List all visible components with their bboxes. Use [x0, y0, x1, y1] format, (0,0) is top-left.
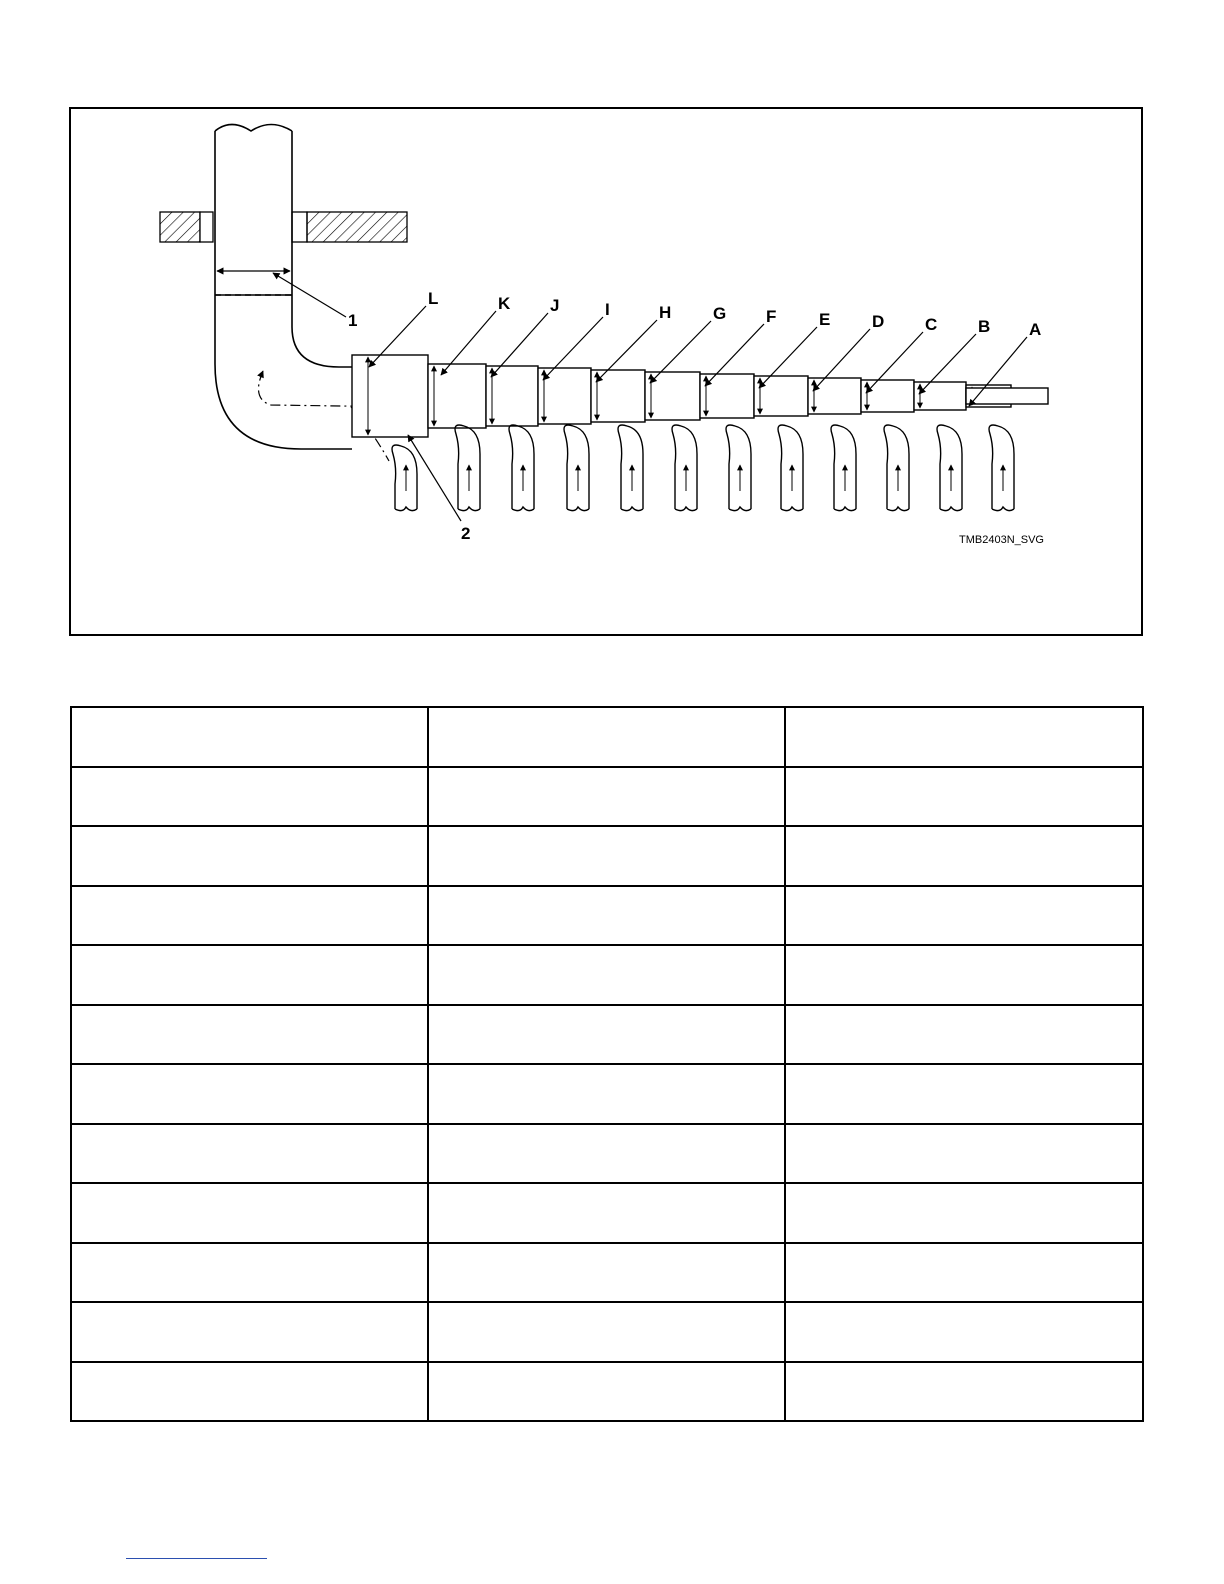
table-cell: [785, 1183, 1143, 1243]
branch-pipe: [509, 425, 534, 511]
table-cell: [428, 886, 785, 946]
table-row: [71, 1243, 1143, 1303]
callout-1: 1: [348, 311, 358, 330]
leader-line-2: [408, 435, 461, 521]
section-label-e: E: [819, 310, 831, 329]
table-cell: [71, 826, 428, 886]
callout-2: 2: [461, 524, 471, 543]
branch-pipe: [455, 425, 480, 511]
table-cell: [785, 767, 1143, 827]
header-section: [591, 370, 645, 422]
table-cell: [71, 1243, 428, 1303]
header-section: [861, 380, 914, 412]
branch-pipe: [778, 425, 803, 511]
table-row: [71, 945, 1143, 1005]
table-cell: [428, 1183, 785, 1243]
table-row: [71, 1362, 1143, 1422]
table-cell: [428, 945, 785, 1005]
branch-pipe: [392, 445, 417, 511]
table-cell: [71, 767, 428, 827]
table-cell: [71, 1302, 428, 1362]
branch-pipe: [937, 425, 962, 511]
header-section: [352, 355, 428, 437]
footer-link-underline[interactable]: [126, 1558, 267, 1559]
table-cell: [785, 1243, 1143, 1303]
manifold-diagram: [69, 107, 1143, 636]
data-table: [70, 706, 1144, 1422]
header-end-stub: [966, 388, 1048, 404]
section-label-j: J: [550, 296, 560, 315]
manifold-drawing: [71, 109, 1141, 634]
table-cell: [428, 707, 785, 767]
table-cell: [785, 707, 1143, 767]
riser-pipe: [215, 125, 352, 450]
table-cell: [428, 1302, 785, 1362]
table-cell: [428, 767, 785, 827]
section-label-c: C: [925, 315, 938, 334]
branch-pipe: [618, 425, 643, 511]
section-label-d: D: [872, 312, 885, 331]
table-cell: [71, 1005, 428, 1065]
table-cell: [428, 1362, 785, 1422]
figure-id-label: TMB2403N_SVG: [959, 534, 1044, 546]
table-row: [71, 707, 1143, 767]
table-row: [71, 1005, 1143, 1065]
branch-pipes: [392, 425, 1014, 511]
header-section: [486, 366, 538, 426]
table-cell: [71, 1064, 428, 1124]
section-label-b: B: [978, 317, 991, 336]
section-callouts: [428, 289, 1041, 339]
table-cell: [428, 1064, 785, 1124]
section-label-k: K: [498, 294, 511, 313]
table-cell: [785, 1005, 1143, 1065]
table-cell: [71, 886, 428, 946]
table-cell: [785, 945, 1143, 1005]
table-row: [71, 1064, 1143, 1124]
header-section: [754, 376, 808, 416]
table-row: [71, 767, 1143, 827]
floor-slab: [160, 212, 407, 242]
table-cell: [785, 1064, 1143, 1124]
table-cell: [71, 1124, 428, 1184]
branch-pipe: [672, 425, 697, 511]
table-cell: [785, 1124, 1143, 1184]
table-cell: [428, 1124, 785, 1184]
table-cell: [785, 886, 1143, 946]
table-cell: [71, 1362, 428, 1422]
table-row: [71, 1183, 1143, 1243]
table-cell: [71, 945, 428, 1005]
table-row: [71, 886, 1143, 946]
table-row: [71, 1124, 1143, 1184]
table-row: [71, 1302, 1143, 1362]
header-section: [808, 378, 861, 414]
branch-pipe: [564, 425, 589, 511]
section-label-g: G: [713, 304, 727, 323]
header-section: [914, 382, 966, 410]
table-cell: [428, 826, 785, 886]
section-label-a: A: [1029, 320, 1042, 339]
section-label-f: F: [766, 307, 777, 326]
branch-pipe: [989, 425, 1014, 511]
branch-pipe: [831, 425, 856, 511]
branch-pipe: [884, 425, 909, 511]
table-cell: [785, 826, 1143, 886]
table-cell: [71, 1183, 428, 1243]
header-section: [428, 364, 486, 428]
branch-pipe: [726, 425, 751, 511]
section-label-h: H: [659, 303, 672, 322]
table-cell: [428, 1005, 785, 1065]
section-label-l: L: [428, 289, 439, 308]
table-cell: [785, 1302, 1143, 1362]
header-section: [700, 374, 754, 418]
table-cell: [71, 707, 428, 767]
section-label-i: I: [605, 300, 610, 319]
table-row: [71, 826, 1143, 886]
table-cell: [785, 1362, 1143, 1422]
table-cell: [428, 1243, 785, 1303]
